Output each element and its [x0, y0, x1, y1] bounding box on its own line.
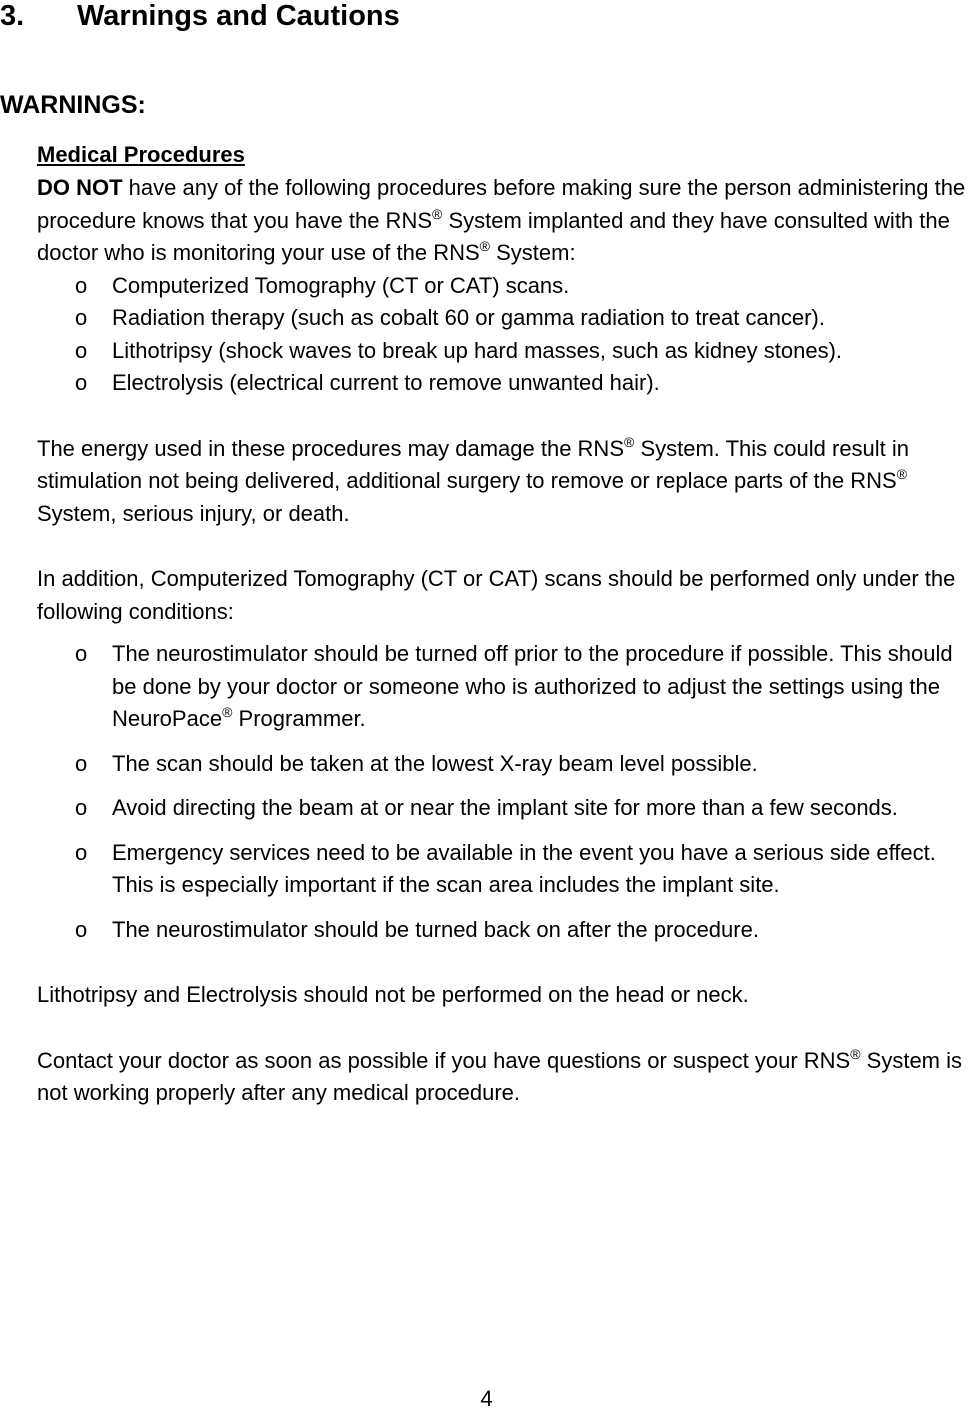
- warnings-heading: WARNINGS:: [0, 91, 146, 119]
- page-number: 4: [480, 1386, 493, 1411]
- section-title: Warnings and Cautions: [77, 0, 400, 32]
- bullet-icon: o: [75, 272, 88, 298]
- list-item: [37, 335, 973, 368]
- list-item: [37, 367, 973, 400]
- list-item: [37, 638, 973, 736]
- procedure-text: Computerized Tomography (CT or CAT) scans.: [112, 272, 570, 298]
- intro-text-2: System implanted and they have consulted with the doctor who is monitoring your use of the RNS: [37, 207, 950, 265]
- registered-mark: ®: [896, 466, 908, 482]
- bullet-icon: o: [75, 337, 88, 363]
- bullet-icon: o: [75, 641, 88, 666]
- list-item: [37, 837, 973, 902]
- section-number: 3.: [0, 0, 25, 32]
- energy-text-2: System. This could result in stimulation not being delivered, additional surgery to remove or replace parts of the RNS: [37, 435, 910, 493]
- energy-paragraph: [37, 433, 973, 531]
- condition-text-1: The neurostimulator should be turned off prior to the procedure if possible. This should be done by your doctor or someone who is authorized to adjust the settings using the NeuroPace: [112, 641, 953, 731]
- condition-text-3: Avoid directing the beam at or near the implant site for more than a few seconds.: [112, 795, 898, 820]
- warnings-content: [37, 140, 973, 1110]
- energy-text-1: The energy used in these procedures may damage the RNS: [37, 435, 624, 461]
- bullet-icon: o: [75, 305, 88, 330]
- procedure-text: Lithotripsy (shock waves to break up hard masses, such as kidney stones).: [112, 337, 843, 363]
- intro-paragraph: [37, 172, 973, 270]
- do-not-emphasis: DO NOT: [37, 175, 123, 200]
- bullet-icon: o: [75, 839, 88, 865]
- energy-text-3: System, serious injury, or death.: [37, 500, 350, 526]
- list-item: [37, 270, 973, 303]
- condition-text-5: The neurostimulator should be turned back on after the procedure.: [112, 916, 759, 942]
- lithotripsy-note: Lithotripsy and Electrolysis should not be performed on the head or neck.: [37, 982, 749, 1007]
- procedure-text: Electrolysis (electrical current to remove unwanted hair).: [112, 370, 660, 395]
- condition-text-1-end: Programmer.: [232, 706, 366, 731]
- condition-text-2: The scan should be taken at the lowest X-ray beam level possible.: [112, 750, 758, 776]
- bullet-icon: o: [75, 750, 88, 776]
- list-item: [37, 792, 973, 825]
- ct-conditions-list: [37, 638, 973, 946]
- contact-text-2: System is not working properly after any medical procedure.: [37, 1047, 963, 1105]
- bullet-icon: o: [75, 795, 88, 820]
- procedure-text: Radiation therapy (such as cobalt 60 or gamma radiation to treat cancer).: [112, 305, 825, 330]
- registered-mark: ®: [479, 238, 490, 254]
- bullet-icon: o: [75, 370, 88, 395]
- list-item: [37, 748, 973, 781]
- procedure-list: [37, 270, 973, 400]
- list-item: [37, 302, 973, 335]
- intro-text-3: System:: [489, 240, 576, 265]
- registered-mark: ®: [432, 205, 443, 222]
- bullet-icon: o: [75, 916, 88, 942]
- registered-mark: ®: [222, 704, 233, 720]
- section-heading: [0, 0, 400, 32]
- condition-text-4: Emergency services need to be available in the event you have a serious side effect. This is especially important if the scan area includes the implant site.: [112, 839, 936, 897]
- contact-paragraph: [37, 1045, 973, 1110]
- contact-text-1: Contact your doctor as soon as possible if you have questions or suspect your RNS: [37, 1047, 851, 1073]
- medical-procedures-heading: Medical Procedures: [37, 142, 245, 167]
- registered-mark: ®: [850, 1045, 861, 1062]
- ct-intro-paragraph: In addition, Computerized Tomography (CT or CAT) scans should be performed only under the following conditions:: [37, 566, 956, 624]
- registered-mark: ®: [624, 433, 635, 450]
- list-item: [37, 914, 973, 947]
- intro-text-1: have any of the following procedures before making sure the person administering the procedure knows that you have the RNS: [37, 175, 966, 233]
